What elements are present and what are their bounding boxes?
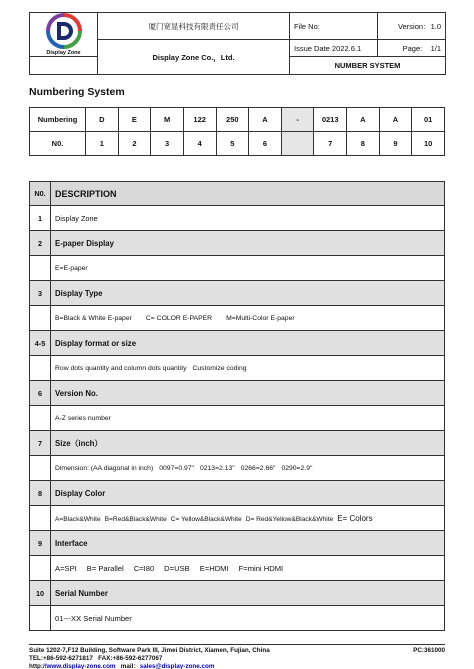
page-value: 1/1 [430, 43, 441, 53]
blank-cell [30, 406, 51, 431]
numbering-cell: A [379, 108, 412, 132]
row-title: Size（inch） [51, 431, 445, 456]
blank-cell [30, 306, 51, 331]
row-detail [51, 406, 445, 431]
row-display-color-detail [30, 506, 445, 531]
version-value: 1.0 [430, 21, 441, 31]
row-epaper-display [30, 231, 445, 256]
row-number: 8 [30, 481, 51, 506]
option-text: F=mini HDMI [238, 563, 284, 573]
footer-postcode: PC:361000 [413, 647, 445, 654]
row-display-format [30, 331, 445, 356]
row-detail [51, 256, 445, 281]
row-size [30, 431, 445, 456]
row-version-detail [30, 406, 445, 431]
option-text: B=Black & White E-paper [55, 314, 132, 322]
page-cell [378, 40, 446, 57]
row-interface-detail [30, 556, 445, 581]
footer-contact-row [29, 655, 445, 663]
option-text: C=I80 [133, 563, 155, 573]
numbering-cell: 10 [412, 132, 445, 156]
numbering-cell: 250 [216, 108, 249, 132]
row-display-color [30, 481, 445, 506]
header-description: DESCRIPTION [51, 182, 445, 206]
row-title: Display format or size [51, 331, 445, 356]
option-text: 0290=2.9" [281, 464, 313, 472]
numbering-cell: - [281, 108, 314, 132]
company-name-cn: 厦门宽显科技有限责任公司 [98, 13, 290, 40]
row-display-type-detail [30, 306, 445, 331]
row-title: Display Type [51, 281, 445, 306]
numbering-cell: 7 [314, 132, 347, 156]
row-serial-detail [30, 606, 445, 631]
row-detail [51, 456, 445, 481]
option-text: Dimension: (AA diagonal in inch) [55, 464, 154, 472]
footer-http-label: http: [29, 663, 43, 669]
option-text: 01---XX Serial Number [55, 613, 132, 623]
row-number: 7 [30, 431, 51, 456]
row-title: Display Color [51, 481, 445, 506]
row-title: E-paper Display [51, 231, 445, 256]
logo-cell [30, 13, 98, 57]
footer-fax: FAX:+86-592-6277067 [98, 655, 163, 662]
row-number: 6 [30, 381, 51, 406]
numbering-index-row [30, 132, 445, 156]
header-no: N0. [30, 182, 51, 206]
option-text: E=E-paper [55, 264, 88, 272]
option-text: A=SPI [55, 563, 77, 573]
footer-address: Suite 1202-7,F12 Building, Software Park III, Jimei District, Xiamen, Fujian, China [29, 647, 270, 654]
footer-links-row [29, 663, 445, 669]
numbering-table [29, 107, 445, 156]
numbering-cell: 4 [183, 132, 216, 156]
numbering-cell: 0213 [314, 108, 347, 132]
row-detail [51, 556, 445, 581]
option-text: 0097=0.97" [159, 464, 194, 472]
blank-cell [30, 456, 51, 481]
blank-cell [30, 556, 51, 581]
document-title: NUMBER SYSTEM [290, 57, 446, 75]
company-name-en: Display Zone Co.，Ltd. [98, 40, 290, 75]
footer-address-row [29, 647, 445, 655]
numbering-cell: D [86, 108, 119, 132]
option-text: C= Yellow&Black&White [170, 515, 242, 523]
row-number: 1 [30, 206, 51, 231]
version-label: Version： [398, 21, 431, 31]
page-label: Page: [402, 43, 423, 53]
option-text: E=HDMI [199, 563, 229, 573]
numbering-cell: 8 [347, 132, 380, 156]
option-text: Row dots quantity and column dots quantity [55, 364, 187, 372]
numbering-cell: A [249, 108, 282, 132]
numbering-cell: 3 [151, 132, 184, 156]
issue-date: Issue Date 2022.6.1 [290, 40, 378, 57]
version-cell [378, 13, 446, 40]
file-no-label: File No: [290, 13, 378, 40]
row-display-format-detail [30, 356, 445, 381]
blank-cell [30, 506, 51, 531]
blank-cell [30, 606, 51, 631]
row-epaper-detail [30, 256, 445, 281]
website-link[interactable]: //www.display-zone.com [42, 663, 116, 669]
option-text: A-Z series number [55, 414, 111, 422]
description-header-row [30, 182, 445, 206]
option-text: C= COLOR E-PAPER [145, 314, 213, 322]
option-text: 0266=2.66" [240, 464, 276, 472]
numbering-code-row [30, 108, 445, 132]
numbering-cell: 122 [183, 108, 216, 132]
row-detail [51, 306, 445, 331]
row-title: Display Zone [51, 206, 445, 231]
blank-cell [30, 256, 51, 281]
row-detail [51, 506, 445, 531]
row-detail [51, 356, 445, 381]
document-header [29, 12, 446, 75]
numbering-cell: 6 [249, 132, 282, 156]
numbering-cell: 01 [412, 108, 445, 132]
row-version-no [30, 381, 445, 406]
row-number: 4-5 [30, 331, 51, 356]
option-text: A=Black&White [55, 515, 101, 523]
row-serial-number [30, 581, 445, 606]
footer-mail-label: mail： [120, 663, 140, 669]
row-title: Version No. [51, 381, 445, 406]
row-title: Interface [51, 531, 445, 556]
row-number: 3 [30, 281, 51, 306]
option-text: B= Parallel [86, 563, 124, 573]
numbering-cell: 1 [86, 132, 119, 156]
row-display-zone [30, 206, 445, 231]
logo-text: Display Zone [46, 50, 81, 56]
option-text: Customize coding [192, 364, 247, 372]
numbering-cell: 2 [118, 132, 151, 156]
option-text: D= Red&Yellow&Black&White [245, 515, 334, 523]
option-text: M=Multi-Color E-paper [226, 314, 295, 322]
option-text: D=USB [164, 563, 190, 573]
option-text: B=Red&Black&White [104, 515, 167, 523]
row-display-type [30, 281, 445, 306]
row-size-detail [30, 456, 445, 481]
numbering-cell: E [118, 108, 151, 132]
logo-bottom-cell [30, 57, 98, 75]
numbering-cell: 5 [216, 132, 249, 156]
row-title: Serial Number [51, 581, 445, 606]
section-title: Numbering System [29, 86, 125, 98]
row-number: 10 [30, 581, 51, 606]
numbering-cell [281, 132, 314, 156]
display-zone-logo [44, 13, 84, 49]
option-text: 0213=2.13" [199, 464, 235, 472]
blank-cell [30, 356, 51, 381]
row-interface [30, 531, 445, 556]
row-number: 2 [30, 231, 51, 256]
email-link[interactable]: sales@display-zone.com [139, 663, 215, 669]
row-number: 9 [30, 531, 51, 556]
numbering-cell: M [151, 108, 184, 132]
numbering-cell: A [347, 108, 380, 132]
description-table [29, 181, 445, 631]
numbering-cell: Numbering [30, 108, 86, 132]
numbering-cell: N0. [30, 132, 86, 156]
numbering-cell: 9 [379, 132, 412, 156]
page-footer [29, 644, 445, 669]
row-detail [51, 606, 445, 631]
footer-tel: TEL:+86-592-6271817 [29, 655, 93, 662]
option-text: E= Colors [337, 513, 373, 523]
